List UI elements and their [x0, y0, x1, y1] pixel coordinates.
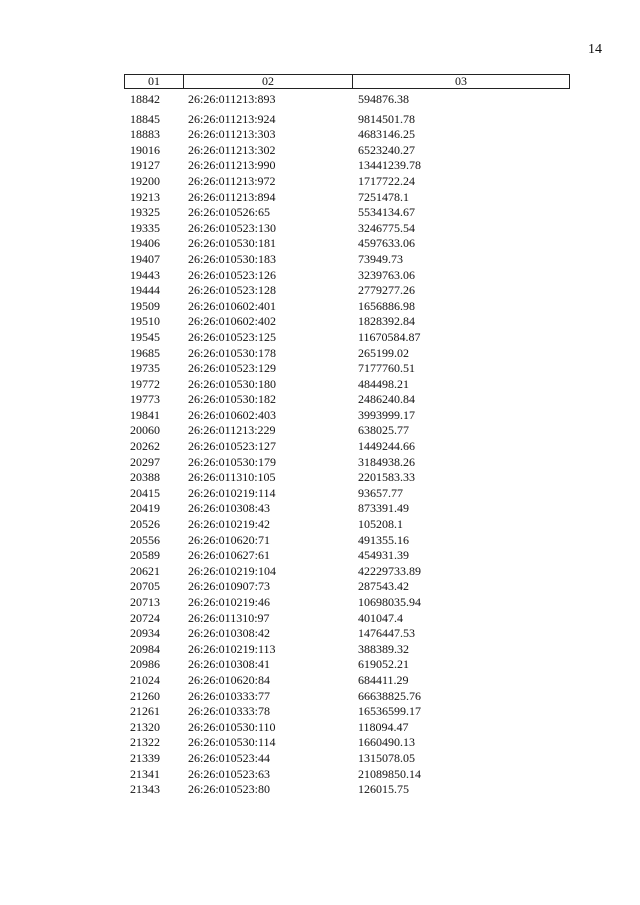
- cell-id: 21341: [130, 766, 160, 781]
- table-row: [124, 377, 570, 393]
- cell-id: 20589: [130, 548, 160, 563]
- cell-value: 3246775.54: [358, 220, 415, 235]
- cell-value: 4683146.25: [358, 127, 415, 142]
- table-row: [124, 579, 570, 595]
- table-row: [124, 626, 570, 642]
- cell-cadastral-number: 26:26:010620:84: [188, 672, 271, 687]
- cell-value: 13441239.78: [358, 158, 421, 173]
- cell-value: 42229733.89: [358, 563, 421, 578]
- cell-value: 2486240.84: [358, 392, 415, 407]
- table-row: [124, 330, 570, 346]
- cell-id: 21261: [130, 704, 160, 719]
- cell-cadastral-number: 26:26:011213:924: [188, 111, 276, 126]
- cell-id: 20415: [130, 485, 160, 500]
- cell-cadastral-number: 26:26:010530:114: [188, 735, 276, 750]
- cell-cadastral-number: 26:26:011310:97: [188, 610, 270, 625]
- table-row: [124, 548, 570, 564]
- cell-id: 21339: [130, 750, 160, 765]
- cell-id: 18883: [130, 127, 160, 142]
- cell-id: 19841: [130, 407, 160, 422]
- cell-id: 20621: [130, 563, 160, 578]
- table-row: [124, 564, 570, 580]
- column-header-01: 01: [125, 75, 184, 88]
- table-row: [124, 657, 570, 673]
- cell-cadastral-number: 26:26:010523:127: [188, 439, 277, 454]
- cell-cadastral-number: 26:26:010602:402: [188, 314, 277, 329]
- column-header-02: 02: [184, 75, 353, 88]
- cell-cadastral-number: 26:26:010530:110: [188, 719, 276, 734]
- cell-id: 19735: [130, 361, 160, 376]
- table-row: [124, 455, 570, 471]
- cell-id: 19406: [130, 236, 160, 251]
- cell-value: 491355.16: [358, 532, 409, 547]
- table-row: [124, 501, 570, 517]
- cell-value: 2779277.26: [358, 283, 415, 298]
- cell-cadastral-number: 26:26:010530:181: [188, 236, 277, 251]
- cell-id: 20060: [130, 423, 160, 438]
- table-row: [124, 423, 570, 439]
- cell-value: 3239763.06: [358, 267, 415, 282]
- cell-id: 20419: [130, 501, 160, 516]
- cell-value: 4597633.06: [358, 236, 415, 251]
- cell-value: 1828392.84: [358, 314, 415, 329]
- cell-value: 21089850.14: [358, 766, 421, 781]
- cell-value: 6523240.27: [358, 142, 415, 157]
- cell-value: 638025.77: [358, 423, 409, 438]
- cell-value: 3184938.26: [358, 454, 415, 469]
- table-row: [124, 112, 570, 128]
- table-row: [124, 283, 570, 299]
- cell-value: 1656886.98: [358, 298, 415, 313]
- table-row: [124, 158, 570, 174]
- cell-cadastral-number: 26:26:011213:972: [188, 173, 276, 188]
- cell-id: 20986: [130, 657, 160, 672]
- table-row: [124, 673, 570, 689]
- cell-id: 20984: [130, 641, 160, 656]
- cell-value: 10698035.94: [358, 595, 421, 609]
- cell-cadastral-number: 26:26:011310:105: [188, 470, 276, 485]
- table-row: [124, 252, 570, 268]
- cell-id: 20526: [130, 517, 160, 532]
- cell-value: 93657.77: [358, 485, 403, 500]
- cell-value: 873391.49: [358, 501, 409, 516]
- cell-cadastral-number: 26:26:010219:104: [188, 563, 277, 578]
- cell-cadastral-number: 26:26:010523:130: [188, 220, 277, 235]
- cell-id: 20556: [130, 532, 160, 547]
- cell-cadastral-number: 26:26:010530:183: [188, 251, 277, 266]
- table-row: [124, 92, 570, 108]
- cell-cadastral-number: 26:26:010333:77: [188, 688, 271, 703]
- cell-cadastral-number: 26:26:010523:129: [188, 361, 277, 376]
- table-row: [124, 704, 570, 720]
- cell-cadastral-number: 26:26:010530:182: [188, 392, 277, 407]
- table-row: [124, 767, 570, 783]
- cell-value: 684411.29: [358, 672, 409, 687]
- table-row: [124, 143, 570, 159]
- table-row: [124, 346, 570, 362]
- cell-value: 3993999.17: [358, 407, 415, 422]
- cell-id: 19200: [130, 173, 160, 188]
- cell-cadastral-number: 26:26:010907:73: [188, 579, 271, 594]
- table-row: [124, 751, 570, 767]
- cell-cadastral-number: 26:26:010308:42: [188, 626, 271, 641]
- data-table: [124, 74, 570, 798]
- table-row: [124, 268, 570, 284]
- table-row: [124, 517, 570, 533]
- cell-id: 19509: [130, 298, 160, 313]
- cell-cadastral-number: 26:26:010620:71: [188, 532, 271, 547]
- cell-id: 19325: [130, 205, 160, 220]
- cell-cadastral-number: 26:26:010333:78: [188, 704, 271, 719]
- cell-id: 19510: [130, 314, 160, 329]
- table-row: [124, 782, 570, 798]
- cell-cadastral-number: 26:26:010523:128: [188, 283, 277, 298]
- table-row: [124, 299, 570, 315]
- table-header: [124, 74, 570, 89]
- cell-id: 21320: [130, 719, 160, 734]
- cell-id: 20934: [130, 626, 160, 641]
- cell-id: 21322: [130, 735, 160, 750]
- cell-value: 2201583.33: [358, 470, 415, 485]
- table-row: [124, 174, 570, 190]
- cell-value: 1717722.24: [358, 173, 415, 188]
- cell-id: 21260: [130, 688, 160, 703]
- cell-value: 11670584.87: [358, 329, 421, 344]
- cell-id: 18842: [130, 92, 160, 106]
- table-row: [124, 611, 570, 627]
- cell-id: 19335: [130, 220, 160, 235]
- table-row: [124, 735, 570, 751]
- cell-cadastral-number: 26:26:010523:125: [188, 329, 277, 344]
- cell-cadastral-number: 26:26:010530:180: [188, 376, 277, 391]
- table-row: [124, 595, 570, 611]
- cell-id: 19685: [130, 345, 160, 360]
- cell-value: 265199.02: [358, 345, 409, 360]
- cell-cadastral-number: 26:26:010530:178: [188, 345, 277, 360]
- table-row: [124, 127, 570, 143]
- cell-cadastral-number: 26:26:011213:303: [188, 127, 276, 142]
- cell-cadastral-number: 26:26:010308:41: [188, 657, 271, 672]
- cell-id: 20724: [130, 610, 160, 625]
- cell-value: 1449244.66: [358, 439, 415, 454]
- cell-cadastral-number: 26:26:010219:113: [188, 641, 276, 656]
- cell-id: 20297: [130, 454, 160, 469]
- cell-cadastral-number: 26:26:011213:894: [188, 189, 276, 204]
- table-body: [124, 92, 570, 798]
- cell-cadastral-number: 26:26:011213:893: [188, 92, 276, 106]
- cell-cadastral-number: 26:26:010530:179: [188, 454, 277, 469]
- cell-cadastral-number: 26:26:010219:42: [188, 517, 271, 532]
- cell-value: 484498.21: [358, 376, 409, 391]
- cell-id: 19444: [130, 283, 160, 298]
- cell-cadastral-number: 26:26:010523:44: [188, 750, 271, 765]
- cell-value: 118094.47: [358, 719, 409, 734]
- cell-id: 18845: [130, 111, 160, 126]
- cell-cadastral-number: 26:26:011213:990: [188, 158, 276, 173]
- page-number: 14: [588, 42, 602, 57]
- cell-id: 19772: [130, 376, 160, 391]
- table-row: [124, 470, 570, 486]
- cell-value: 1476447.53: [358, 626, 415, 641]
- cell-value: 388389.32: [358, 641, 409, 656]
- cell-value: 1660490.13: [358, 735, 415, 750]
- cell-value: 7177760.51: [358, 361, 415, 376]
- cell-id: 21343: [130, 782, 160, 797]
- cell-id: 20262: [130, 439, 160, 454]
- cell-value: 9814501.78: [358, 111, 415, 126]
- cell-cadastral-number: 26:26:011213:229: [188, 423, 276, 438]
- table-row: [124, 392, 570, 408]
- cell-id: 20713: [130, 595, 160, 609]
- cell-cadastral-number: 26:26:010526:65: [188, 205, 271, 220]
- table-row: [124, 720, 570, 736]
- column-header-03: 03: [455, 74, 467, 88]
- cell-cadastral-number: 26:26:010627:61: [188, 548, 271, 563]
- table-row: [124, 314, 570, 330]
- cell-id: 19545: [130, 329, 160, 344]
- cell-value: 66638825.76: [358, 688, 421, 703]
- cell-cadastral-number: 26:26:010219:46: [188, 595, 271, 609]
- table-row: [124, 205, 570, 221]
- cell-value: 105208.1: [358, 517, 403, 532]
- cell-cadastral-number: 26:26:011213:302: [188, 142, 276, 157]
- cell-cadastral-number: 26:26:010602:401: [188, 298, 277, 313]
- cell-value: 7251478.1: [358, 189, 409, 204]
- table-row: [124, 689, 570, 705]
- cell-id: 19443: [130, 267, 160, 282]
- cell-cadastral-number: 26:26:010308:43: [188, 501, 271, 516]
- cell-value: 1315078.05: [358, 750, 415, 765]
- cell-value: 16536599.17: [358, 704, 421, 719]
- table-row: [124, 361, 570, 377]
- cell-id: 19016: [130, 142, 160, 157]
- cell-cadastral-number: 26:26:010602:403: [188, 407, 277, 422]
- cell-id: 19127: [130, 158, 160, 173]
- table-row: [124, 533, 570, 549]
- table-row: [124, 642, 570, 658]
- cell-value: 73949.73: [358, 251, 403, 266]
- table-row: [124, 408, 570, 424]
- cell-value: 594876.38: [358, 92, 409, 106]
- cell-value: 126015.75: [358, 782, 409, 797]
- cell-id: 19407: [130, 251, 160, 266]
- table-row: [124, 439, 570, 455]
- cell-cadastral-number: 26:26:010523:126: [188, 267, 277, 282]
- cell-cadastral-number: 26:26:010523:63: [188, 766, 271, 781]
- cell-id: 21024: [130, 672, 160, 687]
- cell-id: 20705: [130, 579, 160, 594]
- table-row: [124, 221, 570, 237]
- cell-cadastral-number: 26:26:010523:80: [188, 782, 271, 797]
- cell-cadastral-number: 26:26:010219:114: [188, 485, 276, 500]
- cell-id: 20388: [130, 470, 160, 485]
- cell-id: 19213: [130, 189, 160, 204]
- cell-value: 401047.4: [358, 610, 403, 625]
- cell-value: 619052.21: [358, 657, 409, 672]
- table-row: [124, 486, 570, 502]
- cell-value: 5534134.67: [358, 205, 415, 220]
- cell-value: 454931.39: [358, 548, 409, 563]
- cell-id: 19773: [130, 392, 160, 407]
- table-row: [124, 236, 570, 252]
- table-row: [124, 190, 570, 206]
- cell-value: 287543.42: [358, 579, 409, 594]
